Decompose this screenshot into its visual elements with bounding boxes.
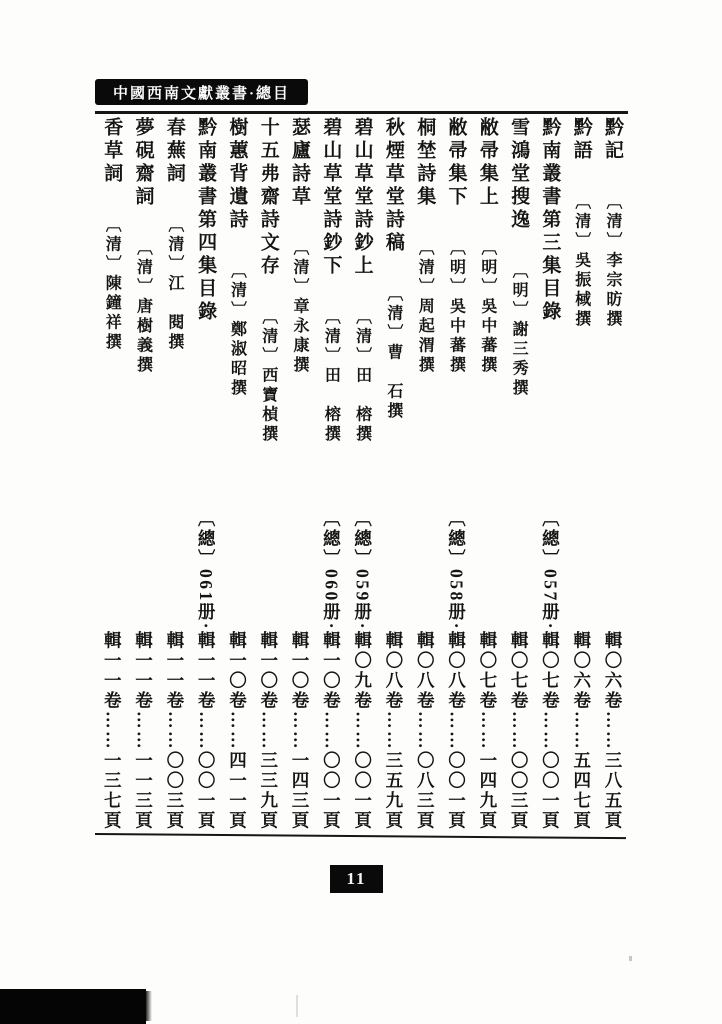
book-title: 桐埜詩集 xyxy=(414,117,436,209)
catalog-entry xyxy=(315,117,346,831)
scan-speck xyxy=(629,956,632,961)
entry-location: 輯〇六卷……五四七頁 xyxy=(571,631,592,831)
entry-location: 輯〇七卷……〇〇三頁 xyxy=(509,631,530,831)
entry-location: 輯〇七卷……一四九頁 xyxy=(477,631,498,831)
book-author: 〔清〕吳振棫撰 xyxy=(572,193,590,330)
entry-location: 輯〇八卷……三五九頁 xyxy=(383,631,404,831)
book-author: 〔清〕西寶楨撰 xyxy=(259,308,277,445)
entry-location: 輯一〇卷……四一一頁 xyxy=(227,631,248,831)
book-title: 夢硯齋詞 xyxy=(132,117,154,209)
book-title: 香草詞 xyxy=(101,117,123,186)
catalog-entry xyxy=(252,117,283,831)
book-title: 樹蕙背遺詩 xyxy=(226,117,248,232)
entry-location: 〔總〕060册·輯一〇卷……〇〇一頁 xyxy=(321,508,342,831)
catalog-entry xyxy=(565,117,596,831)
catalog-entry xyxy=(440,117,471,831)
book-author: 〔清〕李宗昉撰 xyxy=(604,193,621,330)
catalog-entry xyxy=(503,117,534,831)
page-number: 11 xyxy=(346,869,367,888)
entry-location: 輯〇六卷……三八五頁 xyxy=(603,631,623,831)
book-author: 〔清〕曹 石撰 xyxy=(384,285,402,422)
entry-location: 輯一〇卷……一四三頁 xyxy=(290,631,311,831)
book-title: 碧山草堂詩鈔上 xyxy=(351,117,373,278)
catalog-entry xyxy=(284,117,315,831)
book-title: 黔南叢書第四集目錄 xyxy=(195,117,217,324)
series-title: 中國西南文獻叢書·總目 xyxy=(112,85,290,102)
entry-location: 輯一一卷……一三七頁 xyxy=(102,631,123,831)
book-author: 〔清〕田 榕撰 xyxy=(322,308,340,445)
book-title: 雪鴻堂搜逸 xyxy=(508,117,530,232)
entry-location: 〔總〕057册·輯〇七卷……〇〇一頁 xyxy=(540,508,561,831)
scan-artifact-block xyxy=(0,989,146,1024)
book-title: 黔語 xyxy=(570,117,592,163)
book-title: 黔南叢書第三集目錄 xyxy=(539,117,561,324)
bottom-rule xyxy=(95,833,626,839)
catalog-entry xyxy=(346,117,377,831)
entry-location: 輯一一卷……一一三頁 xyxy=(133,631,154,831)
book-author: 〔清〕唐樹義撰 xyxy=(134,239,152,376)
book-title: 碧山草堂詩鈔下 xyxy=(320,117,342,278)
book-title: 瑟廬詩草 xyxy=(289,117,311,209)
book-title: 黔記 xyxy=(602,117,623,163)
book-author: 〔明〕吳中蕃撰 xyxy=(478,239,496,376)
book-author: 〔清〕章永康撰 xyxy=(291,239,309,376)
book-title: 十五弗齋詩文存 xyxy=(257,117,279,278)
book-author: 〔清〕江 閱撰 xyxy=(165,216,183,353)
book-author: 〔清〕陳鐘祥撰 xyxy=(103,216,121,353)
catalog-columns xyxy=(95,117,628,831)
catalog-entry xyxy=(472,117,503,831)
entry-location: 〔總〕059册·輯〇九卷……〇〇一頁 xyxy=(352,508,373,831)
book-title: 秋煙草堂詩稿 xyxy=(382,117,404,255)
book-author: 〔明〕吳中蕃撰 xyxy=(447,239,465,376)
catalog-entry xyxy=(409,117,440,831)
book-title: 春蕪詞 xyxy=(163,117,185,186)
catalog-entry xyxy=(597,117,628,831)
catalog-entry xyxy=(378,117,409,831)
entry-location: 輯一一卷……〇〇三頁 xyxy=(164,631,185,831)
scan-speck xyxy=(296,995,298,1017)
catalog-entry xyxy=(159,117,190,831)
book-author: 〔清〕田 榕撰 xyxy=(353,308,371,445)
book-author: 〔明〕謝三秀撰 xyxy=(510,262,528,399)
book-title: 敝帚集上 xyxy=(476,117,498,209)
catalog-entry xyxy=(534,117,565,831)
top-rule xyxy=(95,111,628,114)
entry-location: 〔總〕061册·輯一一卷……〇〇一頁 xyxy=(196,508,217,831)
entry-location: 輯〇八卷……〇八三頁 xyxy=(415,631,436,831)
page-number-badge xyxy=(330,865,383,893)
catalog-entry xyxy=(127,117,158,831)
book-author: 〔清〕鄭淑昭撰 xyxy=(228,262,246,399)
entry-location: 〔總〕058册·輯〇八卷……〇〇一頁 xyxy=(446,508,467,831)
catalog-entry xyxy=(190,117,221,831)
catalog-entry xyxy=(221,117,252,831)
catalog-entry xyxy=(96,117,127,831)
book-title: 敝帚集下 xyxy=(445,117,467,209)
entry-location: 輯一〇卷……三三九頁 xyxy=(258,631,279,831)
series-header-badge xyxy=(95,79,308,105)
book-author: 〔清〕周起渭撰 xyxy=(416,239,434,376)
